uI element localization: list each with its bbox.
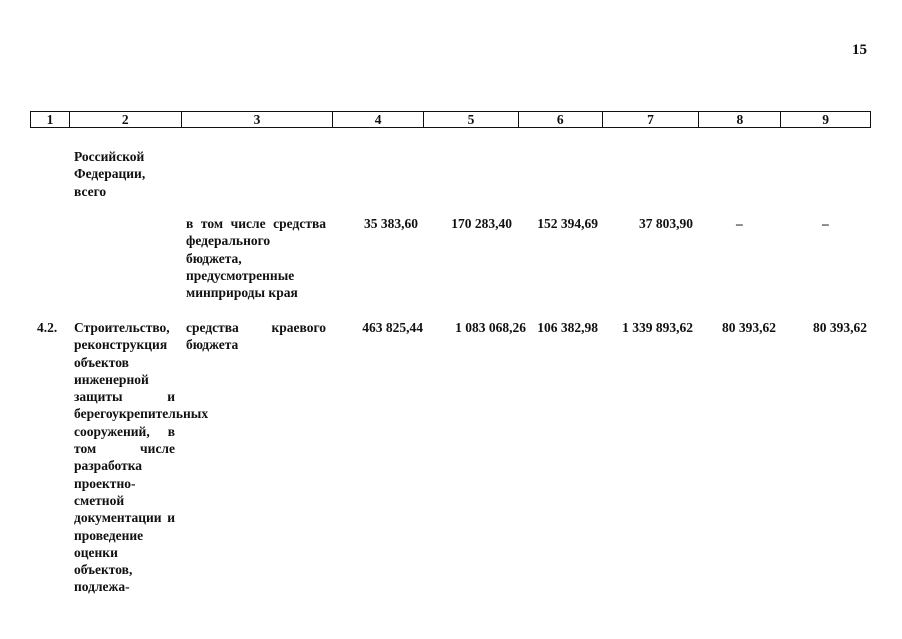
regional-value-col5: 1 083 068,26 (455, 320, 526, 335)
header-cell-9: 9 (822, 112, 829, 127)
federal-funding-source-cell: в том числе средства федерального бюджета, предусмотренные минприроды края (186, 216, 326, 301)
federal-value-col7: 37 803,90 (639, 216, 693, 231)
page-number: 15 (852, 42, 867, 58)
header-cell-4: 4 (333, 112, 424, 127)
regional-value-col8: 80 393,62 (722, 320, 776, 335)
project-description-text: Строительство, реконструкция объектов инженерной защиты и берегоукрепительных сооружений, в том числе разработка проектно-сметной документации и проведение оценки объектов, подлежа- (74, 320, 209, 595)
header-cell-8: 8 (699, 112, 781, 127)
federal-value-col6: 152 394,69 (537, 216, 598, 231)
row-number-cell: 4.2. (37, 320, 58, 335)
regional-value-col7: 1 339 893,62 (622, 320, 693, 335)
header-cell-5: 5 (424, 112, 519, 127)
regional-value-col6: 106 382,98 (537, 320, 598, 335)
regional-value-col9: 80 393,62 (813, 320, 867, 335)
regional-value-col4: 463 825,44 (362, 320, 423, 335)
table-header-row (30, 111, 871, 128)
federal-value-col4: 35 383,60 (364, 216, 418, 231)
continued-description-cell: Российской Федерации, всего (74, 149, 146, 199)
header-cell-2: 2 (70, 112, 182, 127)
header-cell-1: 1 (31, 112, 70, 127)
header-cell-3: 3 (182, 112, 334, 127)
federal-value-col9: – (822, 216, 829, 231)
regional-funding-source-cell: средства краевого бюджета (186, 320, 326, 353)
project-description-cell (74, 319, 209, 596)
federal-value-col5: 170 283,40 (451, 216, 512, 231)
header-cell-7: 7 (603, 112, 700, 127)
header-cell-6: 6 (519, 112, 603, 127)
federal-value-col8: – (736, 216, 743, 231)
